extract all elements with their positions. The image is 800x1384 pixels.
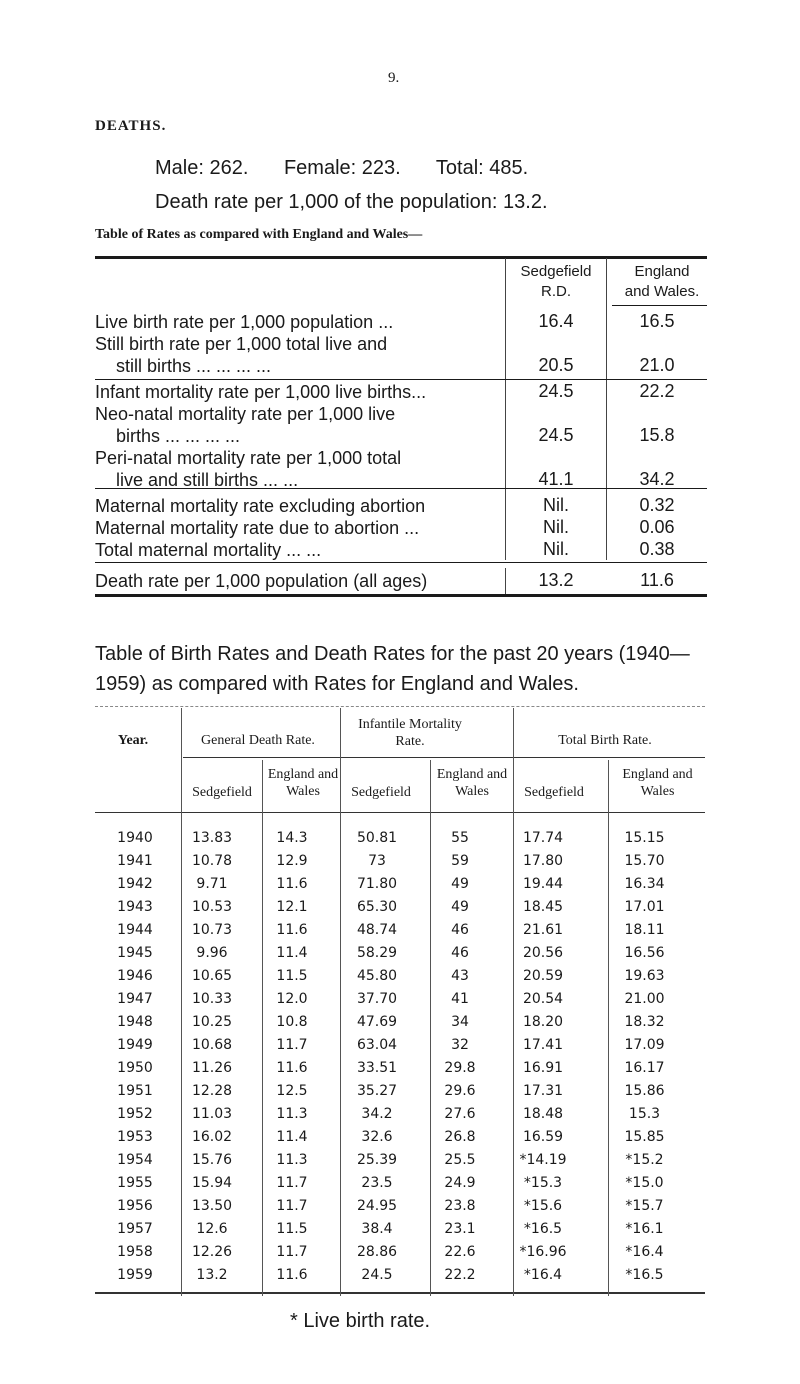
- col-header-line: and Wales.: [624, 283, 700, 300]
- rate-cell: 63.04: [356, 1037, 398, 1053]
- column-divider: [606, 258, 607, 560]
- header-underline: [95, 812, 705, 813]
- year-cell: 1951: [117, 1083, 153, 1099]
- rate-label-line: Maternal mortality rate excluding abortion: [95, 496, 426, 516]
- rate-cell: 11.7: [276, 1175, 308, 1191]
- rate-cell: 20.54: [522, 991, 564, 1007]
- rate-cell: 10.53: [191, 899, 233, 915]
- rate-cell: 13.50: [191, 1198, 233, 1214]
- rate-cell: 16.56: [624, 945, 665, 961]
- rate-cell: 15.15: [624, 830, 665, 846]
- rate-value-sedgefield: 16.4: [538, 311, 574, 331]
- rate-cell: 16.91: [522, 1060, 564, 1076]
- rate-cell: 49: [451, 876, 469, 892]
- rate-cell: *14.19: [519, 1152, 567, 1168]
- rate-cell: 11.7: [276, 1198, 308, 1214]
- rate-value-england: 34.2: [639, 469, 675, 489]
- subheader-england: England and Wales: [267, 767, 339, 799]
- rate-cell: *15.0: [625, 1175, 664, 1191]
- historic-table-caption: Table of Birth Rates and Death Rates for the past 20 years (1940—1959) as compared with Rates for England and Wales.: [95, 643, 690, 695]
- header-underline: [612, 305, 707, 306]
- col-header-england: [612, 262, 712, 302]
- rate-cell: 10.25: [191, 1014, 233, 1030]
- rate-cell: 46: [451, 945, 469, 961]
- rate-cell: 17.74: [522, 830, 564, 846]
- rate-cell: 16.34: [624, 876, 665, 892]
- subheader-sedgefield: Sedgefield: [351, 785, 411, 800]
- rate-row-label: [95, 333, 495, 377]
- rate-cell: 13.2: [196, 1267, 228, 1283]
- rate-cell: 43: [451, 968, 469, 984]
- rate-cell: *15.2: [625, 1152, 664, 1168]
- rate-cell: 12.6: [196, 1221, 228, 1237]
- rate-cell: 11.26: [191, 1060, 233, 1076]
- female-count: Female: 223.: [283, 157, 401, 179]
- rate-cell: 22.6: [444, 1244, 476, 1260]
- rate-cell: 12.28: [191, 1083, 233, 1099]
- rate-cell: *15.6: [523, 1198, 563, 1214]
- table-top-rule: [95, 706, 705, 708]
- year-cell: 1940: [117, 830, 153, 846]
- rate-cell: 21.00: [624, 991, 665, 1007]
- rate-cell: 10.73: [191, 922, 233, 938]
- rate-value-england: 21.0: [639, 355, 675, 375]
- rate-cell: 32.6: [361, 1129, 393, 1145]
- rate-cell: 24.9: [444, 1175, 476, 1191]
- year-cell: 1944: [117, 922, 153, 938]
- column-divider: [505, 568, 506, 594]
- rate-row-label: [95, 403, 495, 447]
- rate-cell: 12.26: [191, 1244, 233, 1260]
- rate-value-england: 0.06: [639, 517, 675, 537]
- rate-cell: 48.74: [356, 922, 398, 938]
- rate-label-line: Infant mortality rate per 1,000 live births...: [95, 382, 427, 402]
- rate-value-england: 0.38: [639, 539, 675, 559]
- year-cell: 1958: [117, 1244, 153, 1260]
- rate-value-england: 11.6: [640, 570, 674, 590]
- total-count: Total: 485.: [435, 157, 529, 179]
- rate-cell: 15.3: [628, 1106, 661, 1122]
- rate-cell: 11.6: [276, 1267, 308, 1283]
- rate-cell: 11.03: [191, 1106, 233, 1122]
- rate-cell: 34.2: [361, 1106, 393, 1122]
- rate-cell: 29.6: [444, 1083, 476, 1099]
- table-bottom-rule: [95, 1292, 705, 1294]
- group-header-death: General Death Rate.: [201, 733, 315, 748]
- rate-cell: 17.09: [624, 1037, 665, 1053]
- rate-cell: 27.6: [444, 1106, 476, 1122]
- year-cell: 1945: [117, 945, 153, 961]
- rate-row-label: [95, 381, 495, 403]
- rate-cell: 37.70: [356, 991, 398, 1007]
- rate-row-label: [95, 570, 495, 592]
- rate-row-label: [95, 311, 495, 333]
- rate-cell: 71.80: [356, 876, 398, 892]
- column-divider: [505, 258, 506, 560]
- rate-cell: 25.5: [444, 1152, 476, 1168]
- rate-cell: 33.51: [356, 1060, 398, 1076]
- rate-cell: 12.9: [276, 853, 308, 869]
- table-bottom-rule: [95, 594, 707, 597]
- year-cell: 1941: [117, 853, 153, 869]
- rate-cell: 11.5: [276, 968, 308, 984]
- rate-cell: 58.29: [356, 945, 398, 961]
- rate-cell: 22.2: [444, 1267, 476, 1283]
- rate-value-sedgefield: 24.5: [538, 381, 574, 401]
- rate-cell: 24.95: [356, 1198, 398, 1214]
- subheader-sedgefield: Sedgefield: [192, 785, 252, 800]
- rate-cell: 12.0: [276, 991, 308, 1007]
- rate-cell: 65.30: [356, 899, 398, 915]
- rate-cell: 11.6: [276, 1060, 308, 1076]
- rate-cell: 12.1: [276, 899, 308, 915]
- rate-value-sedgefield: 41.1: [538, 469, 574, 489]
- rate-cell: 11.6: [276, 876, 308, 892]
- year-cell: 1947: [117, 991, 153, 1007]
- year-cell: 1956: [117, 1198, 153, 1214]
- rate-cell: 18.20: [522, 1014, 564, 1030]
- rate-cell: 12.5: [276, 1083, 308, 1099]
- rate-cell: *16.96: [519, 1244, 567, 1260]
- rate-cell: *16.4: [523, 1267, 563, 1283]
- rate-cell: 24.5: [361, 1267, 393, 1283]
- footnote: * Live birth rate.: [290, 1310, 431, 1332]
- rate-cell: 17.31: [522, 1083, 564, 1099]
- rate-cell: *16.4: [625, 1244, 664, 1260]
- rate-cell: 10.65: [191, 968, 233, 984]
- rate-label-line: Death rate per 1,000 population (all ages): [95, 571, 428, 591]
- rate-cell: 15.86: [624, 1083, 665, 1099]
- year-cell: 1943: [117, 899, 153, 915]
- rate-value-england: 15.8: [639, 425, 675, 445]
- rate-label-line: Maternal mortality rate due to abortion ...: [95, 518, 420, 538]
- section-heading: DEATHS.: [95, 118, 167, 134]
- rate-cell: *16.5: [625, 1267, 664, 1283]
- rate-cell: 11.4: [276, 945, 308, 961]
- rate-cell: 73: [368, 853, 386, 869]
- rate-cell: *15.3: [523, 1175, 563, 1191]
- rate-cell: 19.63: [624, 968, 665, 984]
- rate-cell: 16.59: [522, 1129, 564, 1145]
- year-cell: 1957: [117, 1221, 153, 1237]
- rate-cell: 23.1: [444, 1221, 476, 1237]
- group-underline: [183, 757, 705, 758]
- rate-cell: 17.41: [522, 1037, 564, 1053]
- subheader-sedgefield: Sedgefield: [524, 785, 584, 800]
- group-header-birth: Total Birth Rate.: [558, 733, 652, 748]
- rate-cell: 21.61: [522, 922, 564, 938]
- rate-cell: 25.39: [356, 1152, 398, 1168]
- year-cell: 1950: [117, 1060, 153, 1076]
- rate-cell: 10.68: [191, 1037, 233, 1053]
- rate-value-sedgefield: 24.5: [538, 425, 574, 445]
- rate-cell: 41: [451, 991, 469, 1007]
- group-header-infantile: Infantile Mortality Rate.: [358, 717, 462, 749]
- rate-value-sedgefield: Nil.: [543, 539, 569, 559]
- rate-value-england: 22.2: [639, 381, 675, 401]
- rates-table-caption: Table of Rates as compared with England and Wales—: [95, 227, 423, 242]
- rate-label-line: Neo-natal mortality rate per 1,000 live: [95, 404, 396, 424]
- rate-cell: 47.69: [356, 1014, 398, 1030]
- rate-cell: 9.96: [196, 945, 228, 961]
- year-cell: 1946: [117, 968, 153, 984]
- rate-cell: 16.02: [191, 1129, 233, 1145]
- year-cell: 1959: [117, 1267, 153, 1283]
- death-rate-line: Death rate per 1,000 of the population: 13.2.: [155, 191, 548, 213]
- rate-cell: 29.8: [444, 1060, 476, 1076]
- rate-cell: 10.78: [191, 853, 233, 869]
- rate-cell: *16.1: [625, 1221, 664, 1237]
- rate-row-label: [95, 495, 495, 517]
- rate-cell: 20.56: [522, 945, 564, 961]
- col-header-line: Sedgefield: [520, 263, 592, 280]
- group-divider: [95, 379, 707, 380]
- rate-cell: 18.11: [624, 922, 665, 938]
- rate-value-sedgefield: Nil.: [543, 517, 569, 537]
- year-cell: 1949: [117, 1037, 153, 1053]
- rate-label-line: births ... ... ... ...: [116, 426, 241, 446]
- rate-value-sedgefield: 20.5: [538, 355, 574, 375]
- rate-cell: 20.59: [522, 968, 564, 984]
- year-cell: 1953: [117, 1129, 153, 1145]
- rate-cell: 15.94: [191, 1175, 233, 1191]
- male-count: Male: 262.: [155, 157, 249, 179]
- year-header: Year.: [117, 733, 149, 748]
- rate-cell: 17.80: [522, 853, 564, 869]
- col-header-sedgefield: [510, 262, 602, 302]
- rate-label-line: Peri-natal mortality rate per 1,000 total: [95, 448, 402, 468]
- rate-cell: 26.8: [444, 1129, 476, 1145]
- rate-cell: 50.81: [356, 830, 398, 846]
- col-header-line: R.D.: [541, 283, 571, 300]
- rate-cell: 11.3: [276, 1152, 308, 1168]
- rate-cell: 18.32: [624, 1014, 665, 1030]
- rate-cell: 19.44: [522, 876, 564, 892]
- page-number: 9.: [388, 70, 400, 86]
- rate-row-label: [95, 447, 495, 491]
- rate-cell: 23.5: [361, 1175, 393, 1191]
- rate-cell: 16.17: [624, 1060, 665, 1076]
- rate-value-england: 16.5: [639, 311, 675, 331]
- rate-cell: 38.4: [361, 1221, 393, 1237]
- rate-label-line: still births ... ... ... ...: [116, 356, 272, 376]
- rate-cell: 10.8: [276, 1014, 308, 1030]
- rate-cell: 15.85: [624, 1129, 665, 1145]
- rate-value-sedgefield: 13.2: [538, 570, 574, 590]
- rate-value-sedgefield: Nil.: [543, 495, 569, 515]
- year-cell: 1948: [117, 1014, 153, 1030]
- rate-row-label: [95, 539, 495, 561]
- rate-cell: 45.80: [356, 968, 398, 984]
- rate-cell: 17.01: [624, 899, 665, 915]
- rate-cell: 35.27: [356, 1083, 398, 1099]
- rate-cell: 10.33: [191, 991, 233, 1007]
- rate-cell: 28.86: [356, 1244, 398, 1260]
- rate-label-line: Still birth rate per 1,000 total live and: [95, 334, 388, 354]
- rate-cell: *16.5: [523, 1221, 563, 1237]
- rate-cell: 55: [451, 830, 469, 846]
- year-cell: 1955: [117, 1175, 153, 1191]
- group-divider: [95, 562, 707, 563]
- table-top-rule: [95, 256, 707, 259]
- rate-label-line: Live birth rate per 1,000 population ...: [95, 312, 394, 332]
- death-summary: [155, 157, 558, 180]
- rate-cell: 11.3: [276, 1106, 308, 1122]
- rate-cell: 11.5: [276, 1221, 308, 1237]
- rate-cell: *15.7: [625, 1198, 664, 1214]
- subheader-england: England and Wales: [436, 767, 508, 799]
- rate-cell: 15.76: [191, 1152, 233, 1168]
- rate-cell: 11.7: [276, 1244, 308, 1260]
- rate-label-line: Total maternal mortality ... ...: [95, 540, 322, 560]
- rate-cell: 32: [451, 1037, 469, 1053]
- year-cell: 1942: [117, 876, 153, 892]
- rate-cell: 59: [451, 853, 469, 869]
- rate-cell: 11.4: [276, 1129, 308, 1145]
- rate-cell: 49: [451, 899, 469, 915]
- rate-cell: 46: [451, 922, 469, 938]
- rate-value-england: 0.32: [639, 495, 675, 515]
- rate-cell: 13.83: [191, 830, 233, 846]
- rate-cell: 18.48: [522, 1106, 564, 1122]
- rate-cell: 15.70: [624, 853, 665, 869]
- year-cell: 1954: [117, 1152, 153, 1168]
- rate-cell: 34: [451, 1014, 469, 1030]
- rate-cell: 18.45: [522, 899, 564, 915]
- rate-row-label: [95, 517, 495, 539]
- col-header-line: England: [634, 263, 690, 280]
- rate-cell: 14.3: [276, 830, 308, 846]
- rate-label-line: live and still births ... ...: [116, 470, 299, 490]
- rate-cell: 11.7: [276, 1037, 308, 1053]
- year-cell: 1952: [117, 1106, 153, 1122]
- rate-cell: 23.8: [444, 1198, 476, 1214]
- subheader-england: England and Wales: [622, 767, 693, 799]
- rate-cell: 9.71: [196, 876, 228, 892]
- rate-cell: 11.6: [276, 922, 308, 938]
